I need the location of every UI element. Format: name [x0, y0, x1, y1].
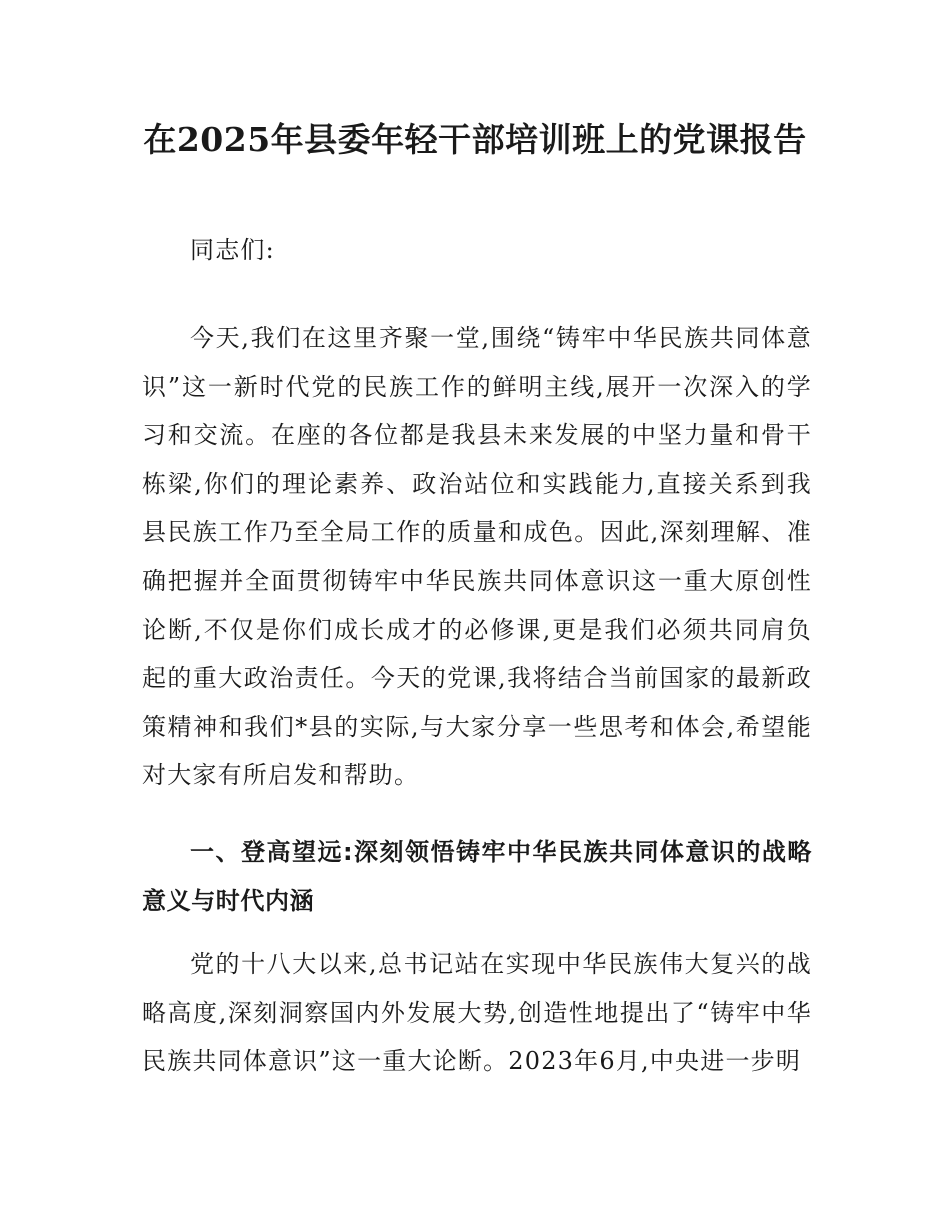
salutation: 同志们:	[190, 236, 275, 264]
body-paragraph-section-1: 党的十八大以来,总书记站在实现中华民族伟大复兴的战略高度,深刻洞察国内外发展大势,创造性地提出了“铸牢中华民族共同体意识”这一重大论断。2023年6月,中央进一步明	[142, 950, 812, 1076]
section-heading-1: 一、登高望远:深刻领悟铸牢中华民族共同体意识的战略意义与时代内涵	[142, 838, 812, 915]
body-paragraph-intro: 今天,我们在这里齐聚一堂,围绕“铸牢中华民族共同体意识”这一新时代党的民族工作的鲜明主线,展开一次深入的学习和交流。在座的各位都是我县未来发展的中坚力量和骨干栋梁,你们的理论素养、政治站位和实践能力,直接关系到我县民族工作乃至全局工作的质量和成色。因此,深刻理解、准确把握并全面贯彻铸牢中华民族共同体意识这一重大原创性论断,不仅是你们成长成才的必修课,更是我们必须共同肩负起的重大政治责任。今天的党课,我将结合当前国家的最新政策精神和我们*县的实际,与大家分享一些思考和体会,希望能对大家有所启发和帮助。	[142, 324, 812, 790]
document-title: 在2025年县委年轻干部培训班上的党课报告	[143, 120, 807, 159]
